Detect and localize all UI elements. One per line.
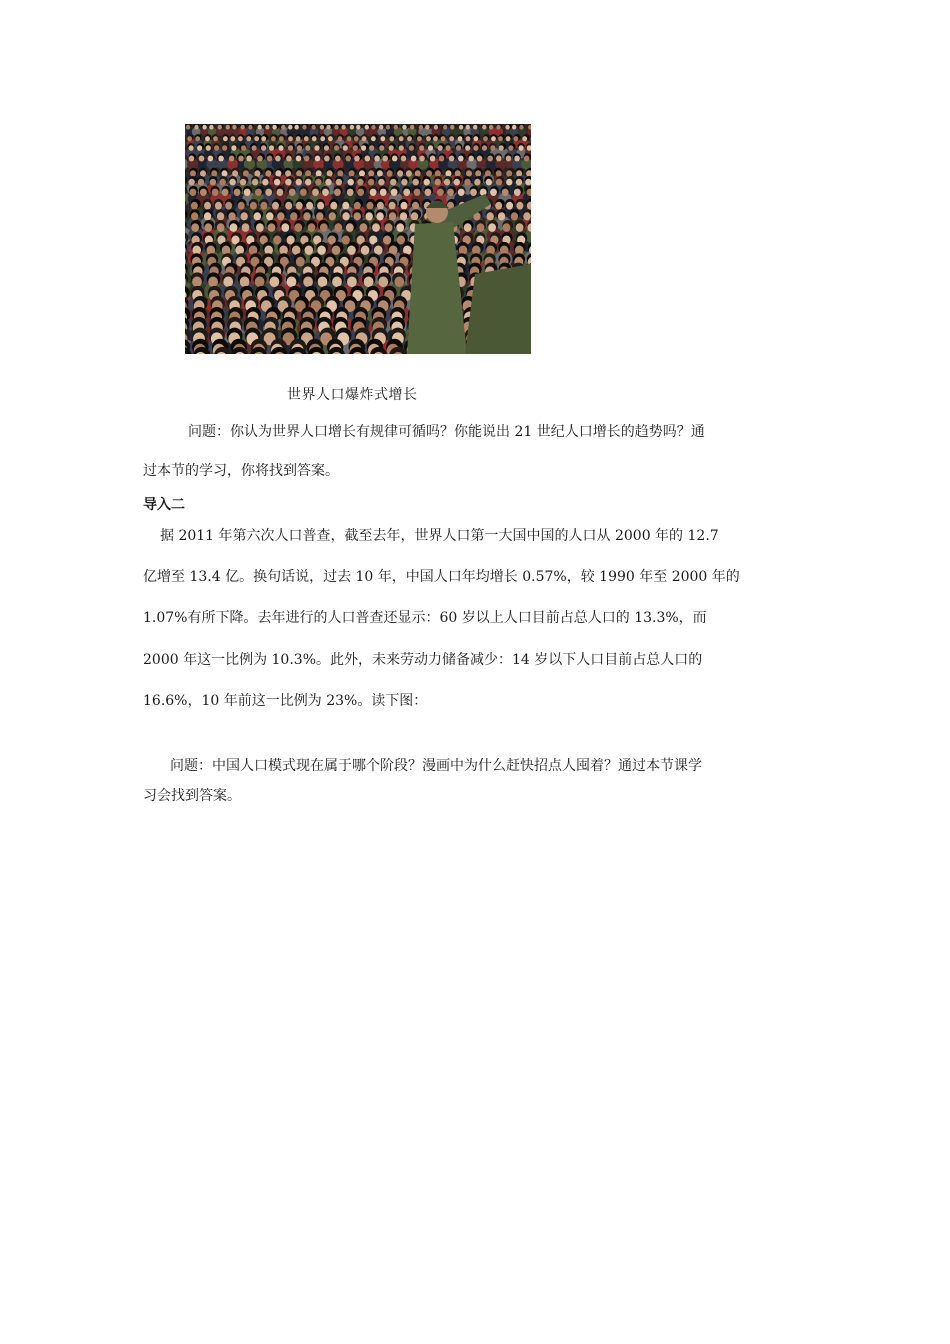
figure-caption: 世界人口爆炸式增长 [287,387,418,403]
question2-line2: 习会找到答案。 [143,788,241,804]
paragraph-line1: 据 2011 年第六次人口普查，截至去年，世界人口第一大国中国的人口从 2000 年的 12.7 [160,528,719,544]
question1-line2: 过本节的学习，你将找到答案。 [143,463,339,479]
paragraph-line4: 2000 年这一比例为 10.3%。此外，未来劳动力储备减少：14 岁以下人口目前占总人口的 [143,652,703,668]
paragraph-line3: 1.07%有所下降。去年进行的人口普查还显示：60 岁以上人口目前占总人口的 13.3%，而 [143,610,707,626]
question2-line1: 问题：中国人口模式现在属于哪个阶段？漫画中为什么赶快招点人囤着？通过本节课学 [170,758,702,774]
section-heading: 导入二 [143,497,185,513]
paragraph-line5: 16.6%，10 年前这一比例为 23%。读下图： [143,693,428,709]
paragraph-line2: 亿增至 13.4 亿。换句话说，过去 10 年，中国人口年均增长 0.57%，较 1990 年至 2000 年的 [143,569,740,585]
crowd-photo [185,124,531,354]
question1-line1: 问题：你认为世界人口增长有规律可循吗？你能说出 21 世纪人口增长的趋势吗？通 [188,424,705,440]
